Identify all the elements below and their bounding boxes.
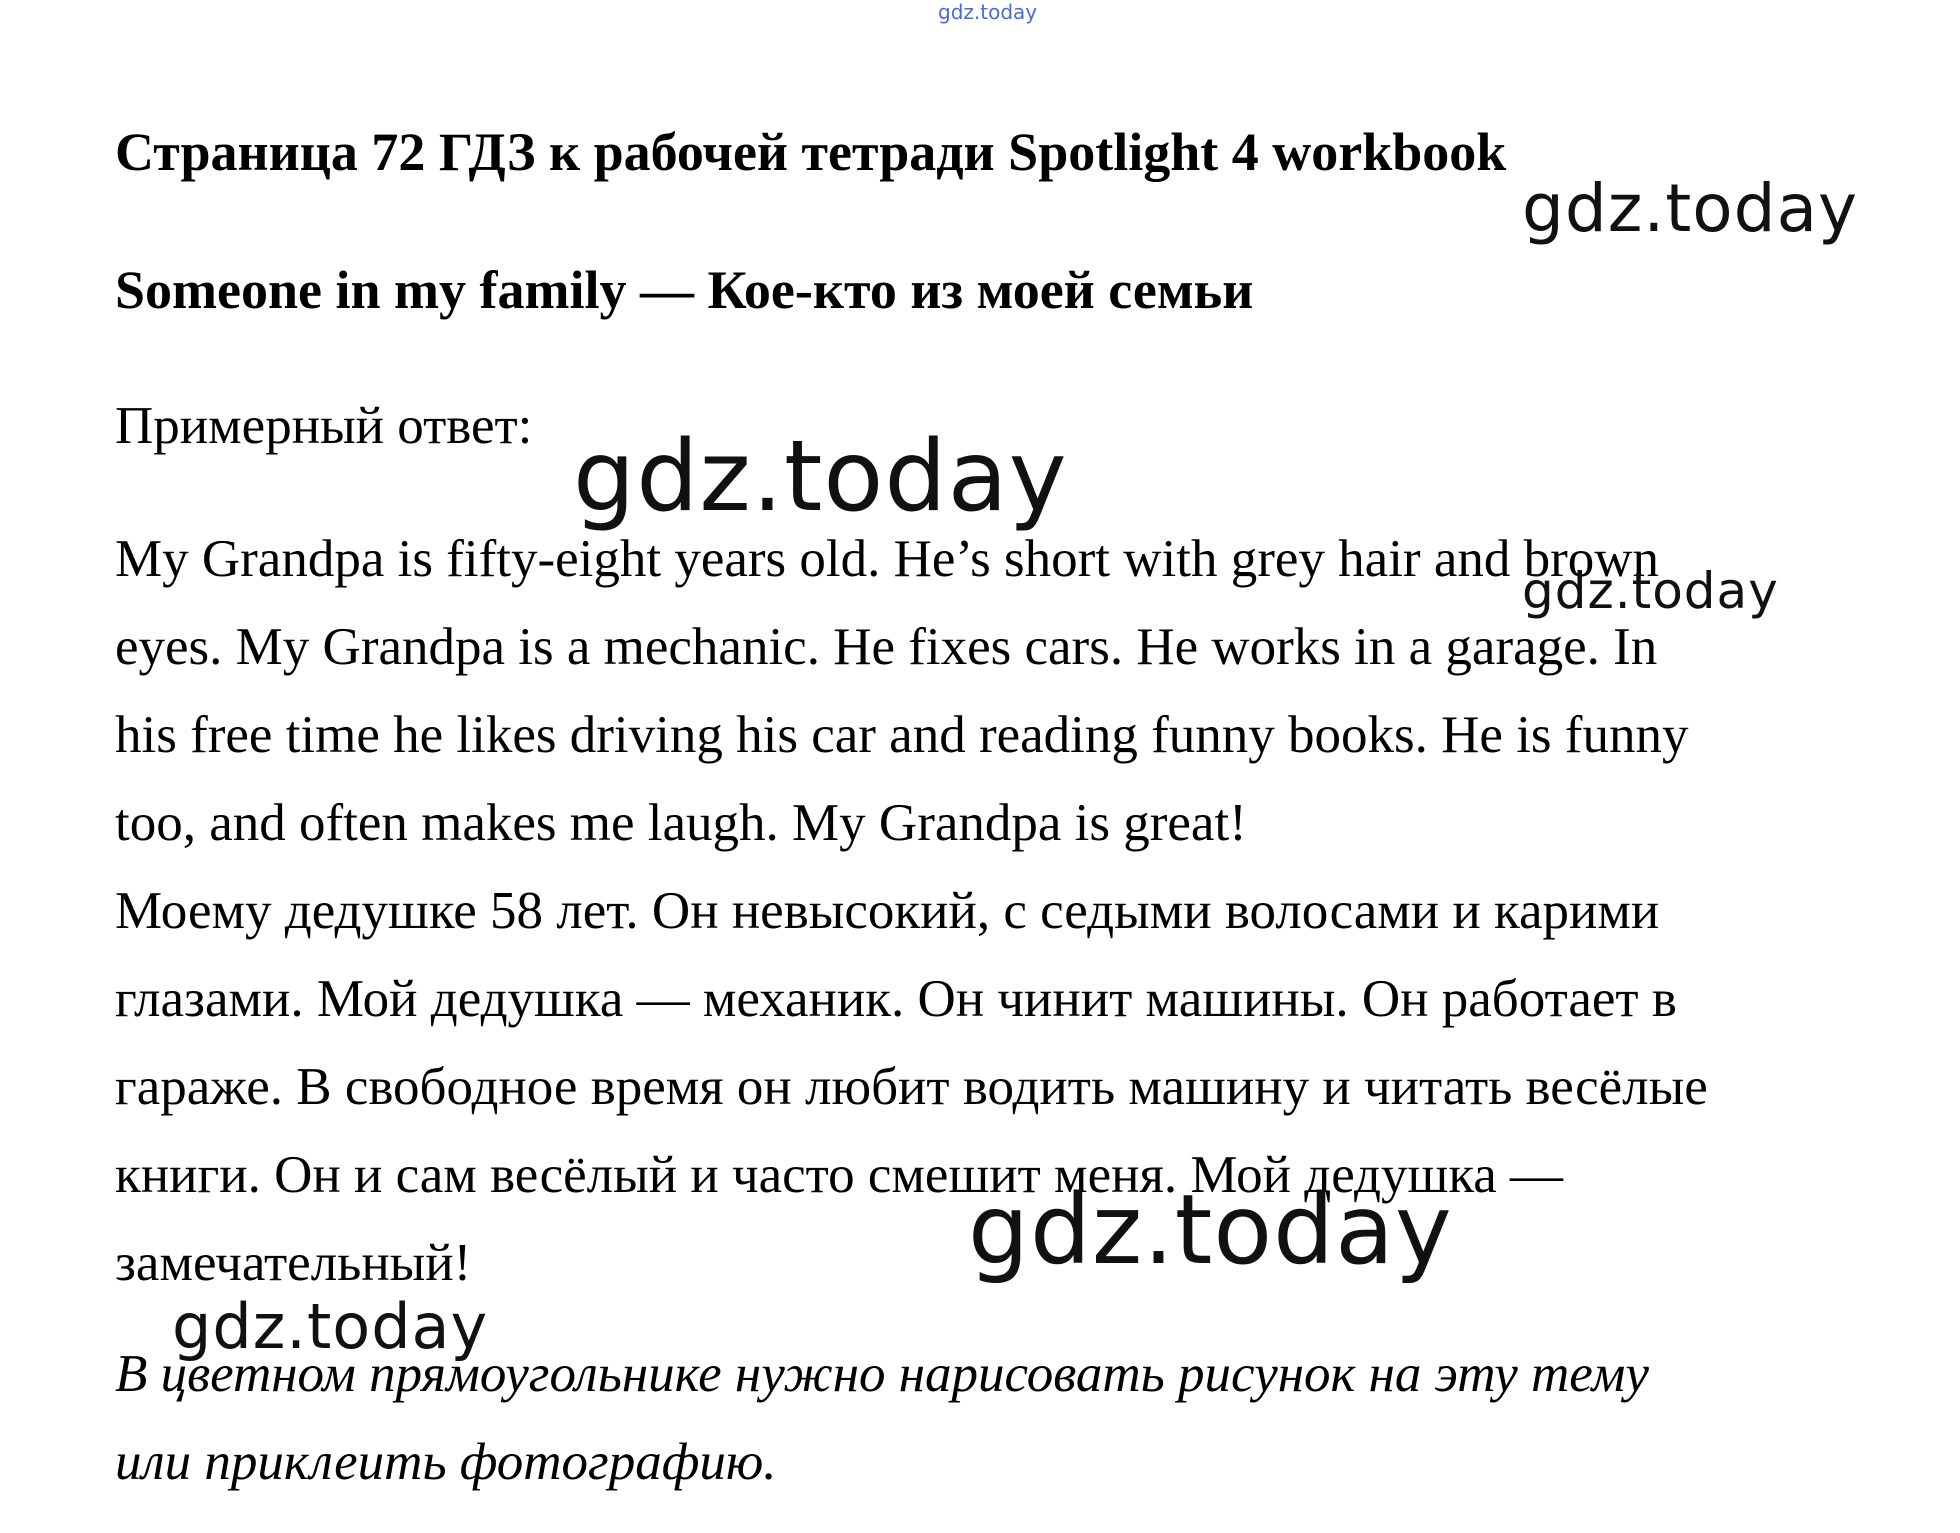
note-line: В цветном прямоугольнике нужно нарисовать рисунок на эту тему <box>115 1345 1649 1403</box>
page-title: Страница 72 ГДЗ к рабочей тетради Spotlight 4 workbook <box>115 122 1507 182</box>
watermark: gdz.today <box>1522 170 1859 247</box>
watermark-top: gdz.today <box>938 0 1038 24</box>
russian-line: Моему дедушке 58 лет. Он невысокий, с седыми волосами и карими <box>115 882 1660 940</box>
english-line: his free time he likes driving his car and reading funny books. He is funny <box>115 706 1689 764</box>
answer-label: Примерный ответ: <box>115 397 533 455</box>
watermark: gdz.today <box>1522 562 1779 620</box>
watermark: gdz.today <box>573 420 1068 534</box>
russian-line: гараже. В свободное время он любит водить машину и читать весёлые <box>115 1058 1708 1116</box>
note-line: или приклеить фотографию. <box>115 1433 777 1491</box>
english-line: My Grandpa is fifty-eight years old. He’s short with grey hair and brown <box>115 530 1660 588</box>
english-line: too, and often makes me laugh. My Grandpa is great! <box>115 794 1247 852</box>
watermark: gdz.today <box>968 1174 1453 1286</box>
section-subtitle: Someone in my family — Кое-кто из моей семьи <box>115 260 1254 320</box>
english-line: eyes. My Grandpa is a mechanic. He fixes cars. He works in a garage. In <box>115 618 1658 676</box>
russian-line: книги. Он и сам весёлый и часто смешит меня. Мой дедушка — <box>115 1146 1564 1204</box>
russian-line: глазами. Мой дедушка — механик. Он чинит машины. Он работает в <box>115 970 1677 1028</box>
watermark: gdz.today <box>172 1290 489 1363</box>
russian-line: замечательный! <box>115 1234 472 1292</box>
